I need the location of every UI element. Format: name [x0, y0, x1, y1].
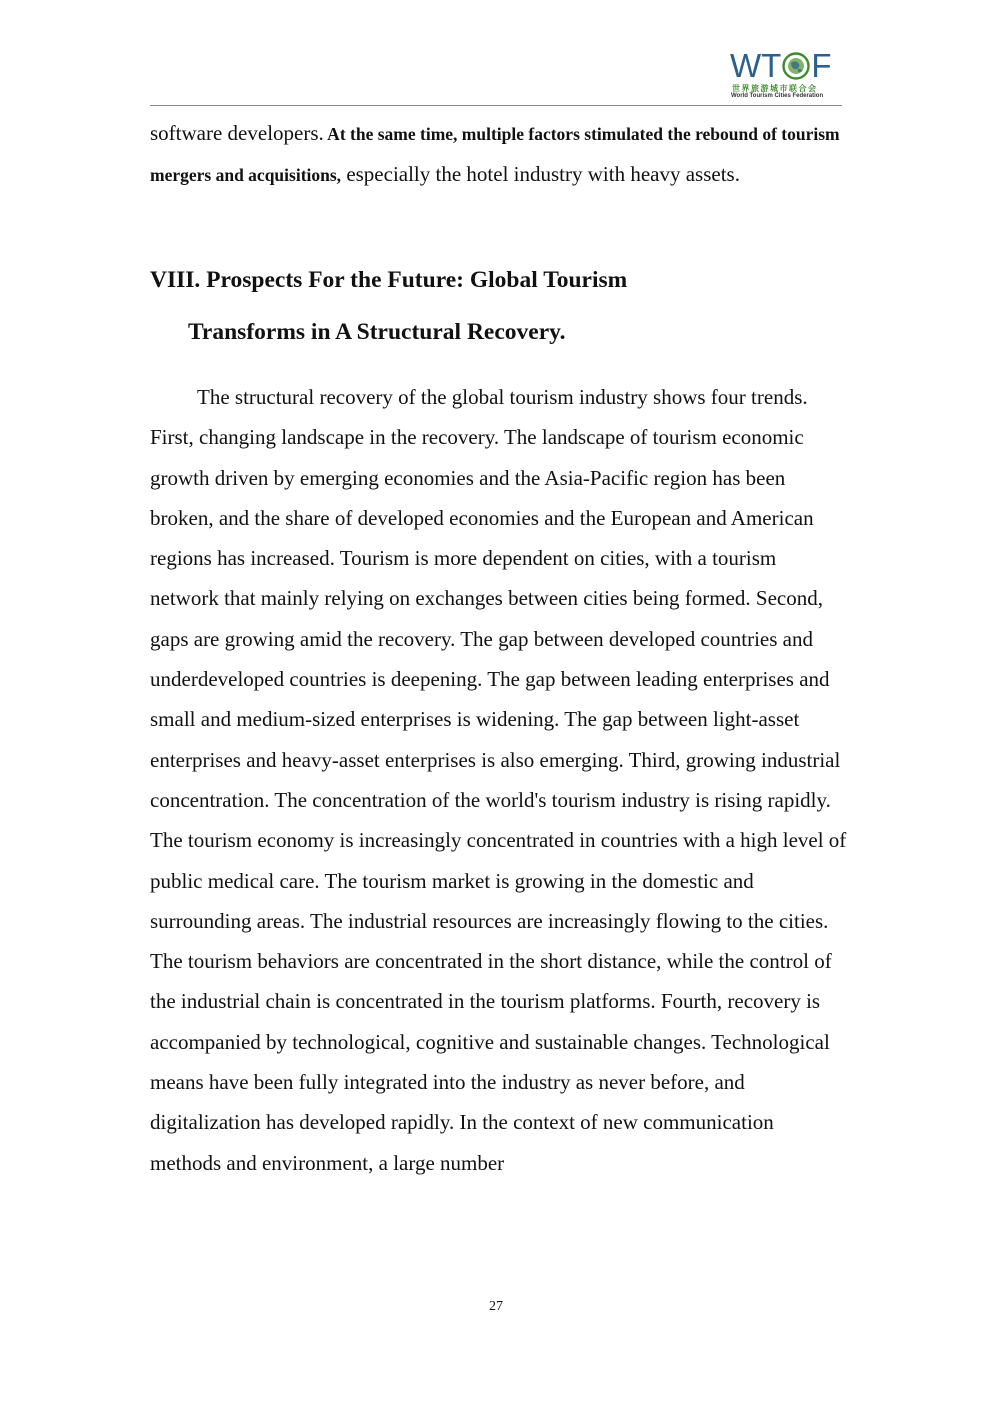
- continuation-paragraph: [150, 113, 850, 196]
- section-heading-line-1: VIII. Prospects For the Future: Global Tourism: [150, 267, 628, 293]
- page-number: 27: [489, 1299, 503, 1314]
- logo-acronym: [730, 48, 842, 84]
- wtcf-logo: [730, 48, 842, 100]
- body-paragraph: The structural recovery of the global tourism industry shows four trends. First, changing landscape in the recovery. The landscape of tourism economic growth driven by emerging economies and the Asia-Pacific region has been broken, and the share of developed economies and the European and American regions has increased. Tourism is more dependent on cities, with a tourism network that mainly relying on exchanges between cities being formed. Second, gaps are growing amid the recovery. The gap between developed countries and underdeveloped countries is deepening. The gap between leading enterprises and small and medium-sized enterprises is widening. The gap between light-asset enterprises and heavy-asset enterprises is also emerging. Third, growing industrial concentration. The concentration of the world's tourism industry is rising rapidly. The tourism economy is increasingly concentrated in countries with a high level of public medical care. The tourism market is growing in the domestic and surrounding areas. The industrial resources are increasingly flowing to the cities. The tourism behaviors are concentrated in the short distance, while the control of the industrial chain is concentrated in the tourism platforms. Fourth, recovery is accompanied by technological, cognitive and sustainable changes. Technological means have been fully integrated into the industry as never before, and digitalization has developed rapidly. In the context of new communication methods and environment, a large number: [150, 385, 847, 1175]
- continuation-text-2: At the same time, multiple factors stimulated the rebound of tourism mergers and acquisitions,: [150, 124, 840, 186]
- globe-icon: [782, 52, 810, 80]
- logo-acronym-right: F: [811, 47, 832, 84]
- logo-chinese-name: 世界旅游城市联合会: [732, 84, 818, 93]
- continuation-text-1: software developers.: [150, 121, 324, 145]
- section-heading-line-2: Transforms in A Structural Recovery.: [188, 319, 566, 345]
- header-divider: [150, 105, 842, 106]
- continuation-text-3: especially the hotel industry with heavy assets.: [341, 162, 740, 187]
- logo-english-name: World Tourism Cities Federation: [731, 93, 824, 99]
- logo-acronym-left: WT: [730, 47, 782, 84]
